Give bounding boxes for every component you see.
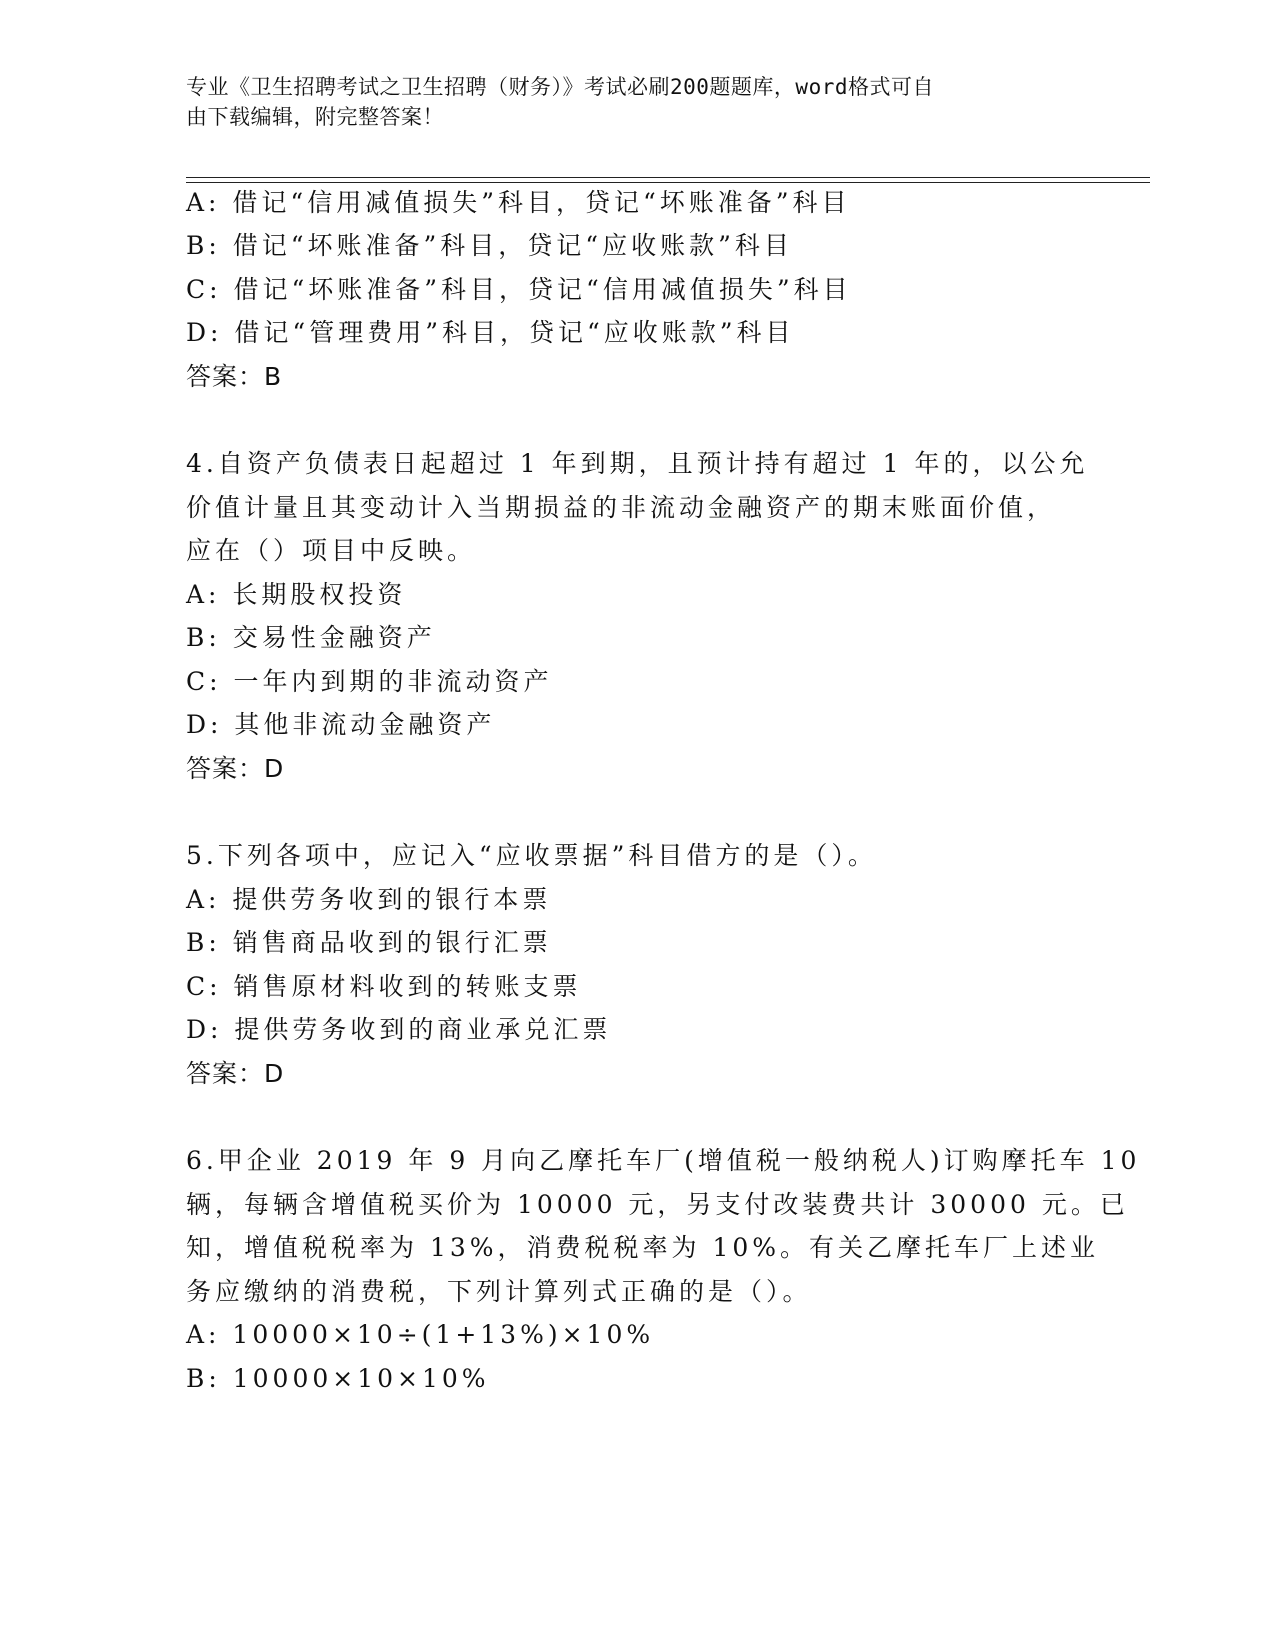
question-4-stem-line: 价值计量且其变动计入当期损益的非流动金融资产的期末账面价值， (186, 493, 1057, 522)
header-divider (186, 177, 1150, 178)
header-divider (186, 182, 1150, 183)
question-6-stem-line: 辆，每辆含增值税买价为 10000 元，另支付改装费共计 30000 元。已 (186, 1190, 1129, 1219)
question-3-answer: 答案：B (186, 362, 283, 391)
question-5-option-a: A: 提供劳务收到的银行本票 (186, 885, 552, 914)
question-5-option-b: B: 销售商品收到的银行汇票 (186, 928, 552, 957)
question-3-option-d: D: 借记“管理费用”科目，贷记“应收账款”科目 (186, 318, 795, 347)
question-6-stem-line: 知，增值税税率为 13%，消费税税率为 10%。有关乙摩托车厂上述业 (186, 1233, 1100, 1262)
question-4-option-a: A: 长期股权投资 (186, 580, 407, 609)
question-4-stem-line: 应在（）项目中反映。 (186, 536, 477, 565)
question-6-option-a: A: 10000×10÷(1+13%)×10% (186, 1320, 655, 1349)
question-4-answer: 答案：D (186, 754, 285, 783)
header-line-2: 由下载编辑，附完整答案！ (186, 105, 444, 129)
question-3-option-c: C: 借记“坏账准备”科目，贷记“信用减值损失”科目 (186, 275, 852, 304)
document-header (186, 72, 1066, 132)
question-3-option-a: A: 借记“信用减值损失”科目，贷记“坏账准备”科目 (186, 188, 851, 217)
question-5-option-d: D: 提供劳务收到的商业承兑汇票 (186, 1015, 612, 1044)
question-4-option-d: D: 其他非流动金融资产 (186, 710, 496, 739)
question-4-option-c: C: 一年内到期的非流动资产 (186, 667, 553, 696)
question-4-option-b: B: 交易性金融资产 (186, 623, 436, 652)
question-5-answer: 答案：D (186, 1059, 285, 1088)
question-5-option-c: C: 销售原材料收到的转账支票 (186, 972, 582, 1001)
question-5-stem-line: 5.下列各项中，应记入“应收票据”科目借方的是（）。 (186, 841, 877, 870)
question-3-option-b: B: 借记“坏账准备”科目，贷记“应收账款”科目 (186, 231, 793, 260)
question-4-stem-line: 4.自资产负债表日起超过 1 年到期，且预计持有超过 1 年的，以公允 (186, 449, 1089, 478)
header-line-1: 专业《卫生招聘考试之卫生招聘（财务）》考试必刷200题题库，word格式可自 (186, 75, 934, 99)
question-6-stem-line: 务应缴纳的消费税，下列计算列式正确的是（）。 (186, 1277, 812, 1306)
question-6-stem-line: 6.甲企业 2019 年 9 月向乙摩托车厂(增值税一般纳税人)订购摩托车 10 (186, 1146, 1141, 1175)
question-6-option-b: B: 10000×10×10% (186, 1364, 490, 1393)
